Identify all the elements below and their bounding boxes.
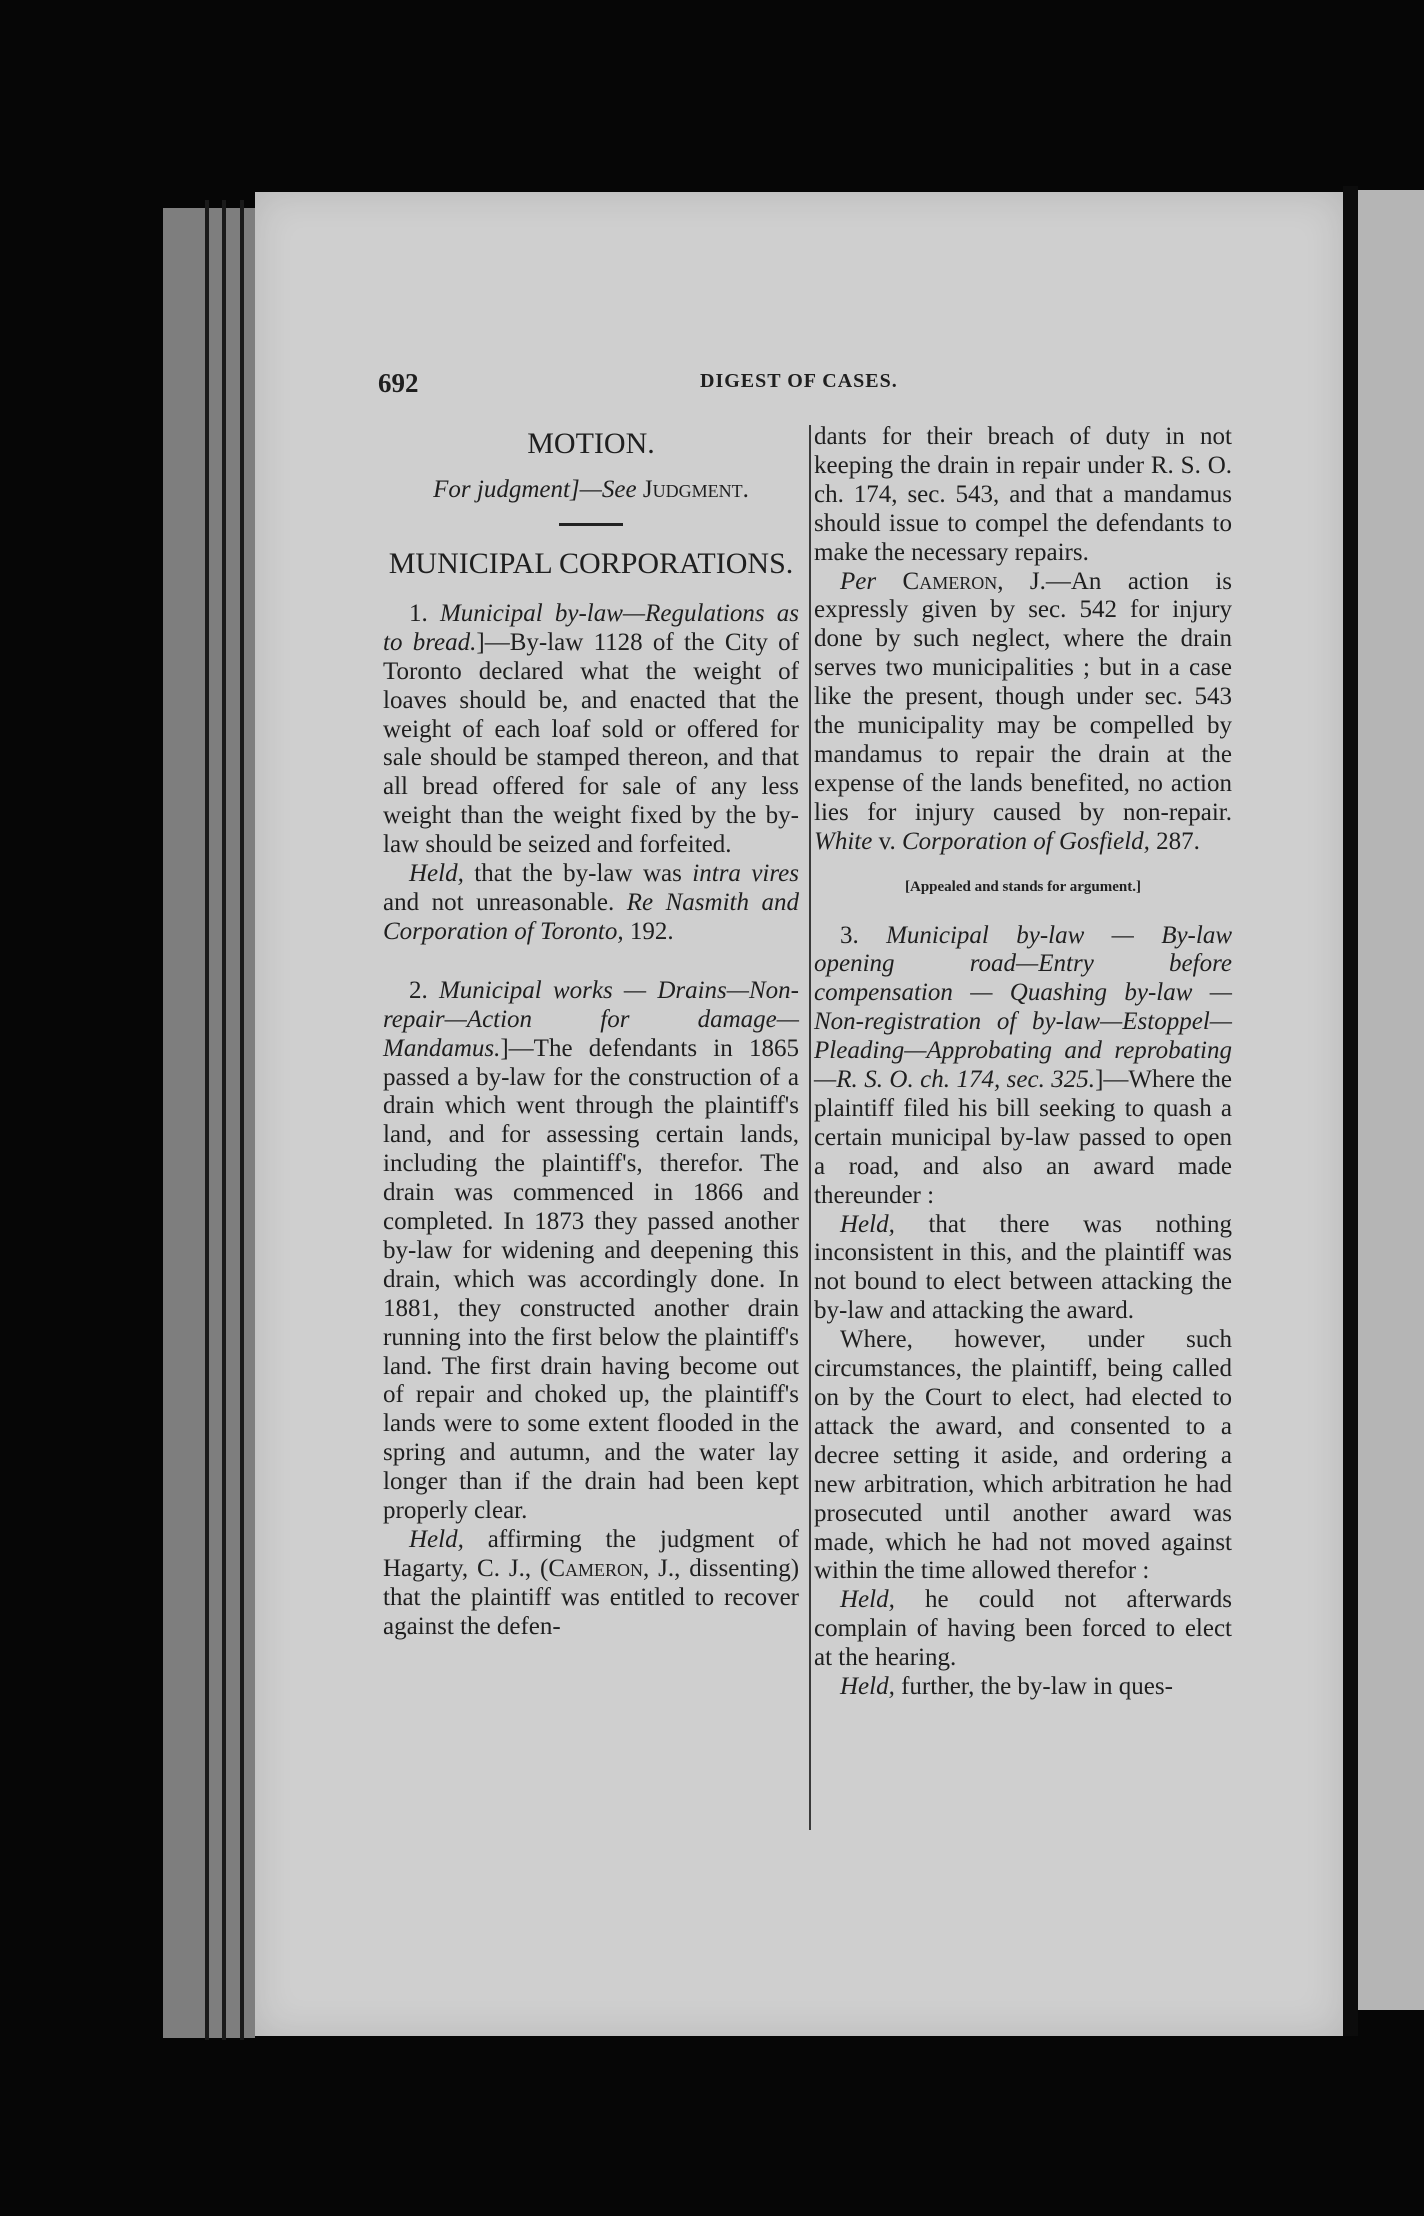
case-3-held-1 (814, 1211, 1232, 1327)
case-3-title: Municipal by-law — By-law opening road—Entry before compensation — Quashing by-law — Non-registration of by-law—Estoppel—Pleading—Approbating and reprobating—R. S. O. ch. 174, sec. 325. (814, 921, 1233, 1094)
case-2-text: ]—The defendants in 1865 passed a by-law for the construction of a drain which went through the plaintiff's land, and for assessing certain lands, including the plaintiff's, therefor. The drain was commenced in 1866 and completed. In 1873 they passed another by-law for widening and deepening this drain, which was accordingly done. In 1881, they constructed another drain running into the first below the plaintiff's land. The first drain having become out of repair and choked up, the plaintiff's lands were to some extent flooded in the spring and autumn, and the water lay longer than if the drain had been kept properly clear. (383, 1034, 799, 1525)
held-label: Held, (840, 1586, 895, 1614)
motion-entry-reference: Judgment. (642, 476, 749, 503)
page-edge-line (205, 200, 209, 2040)
case-3-held-2 (814, 1586, 1232, 1673)
case-3-paragraph-2: Where, however, under such circumstances, the plaintiff, being called on by the Court to elect, had elected to attack the award, and consented to a decree setting it aside, and ordering a new arbitration, which arbitration he had prosecuted until another award was made, which he had not moved against within the time allowed therefor : (814, 1326, 1232, 1585)
case-1-held-text-2: and not unreasonable. (383, 888, 615, 916)
case-1-held (383, 860, 799, 947)
held-label: Held, (409, 1526, 464, 1553)
citation-party-b: Corporation of Gosfield, (901, 827, 1150, 855)
case-3-text: ]—Where the plaintiff filed his bill seeking to quash a certain municipal by-law passed to open a road, and also an award made thereunder : (814, 1066, 1232, 1209)
motion-heading: MOTION. (527, 427, 655, 460)
running-head: DIGEST OF CASES. (700, 370, 898, 392)
continuation-paragraph: dants for their breach of duty in not keeping the drain in repair under R. S. O. ch. 174, sec. 543, and that a mandamus should issue to compel the defendants to make the necessary repairs. (814, 423, 1232, 566)
appeal-note: [Appealed and stands for argument.] (905, 878, 1141, 895)
case-2-title: Municipal works — Drains—Non-repair—Action for damage—Mandamus. (383, 976, 800, 1062)
case-2-held (383, 1526, 799, 1642)
case-2-paragraph (383, 977, 799, 1526)
case-1-citation: Re Nasmith and Corporation of Toronto, (383, 888, 800, 945)
case-2-held-text-a: affirming the judgment of Hagarty, C. J., ( (383, 1526, 799, 1582)
per-cameron-paragraph (814, 568, 1232, 857)
per-judge: Cameron, J. (902, 567, 1046, 595)
case-1-number: 1. (409, 599, 428, 627)
per-label: Per (840, 567, 877, 595)
section-rule (559, 523, 623, 526)
citation-page: 287. (1156, 827, 1200, 855)
case-3-number: 3. (840, 921, 859, 949)
motion-entry (383, 476, 799, 526)
page-edge-line (240, 200, 244, 2040)
motion-entry-text: For judgment]—See (433, 476, 637, 503)
municipal-heading: MUNICIPAL CORPORATIONS. (388, 546, 794, 580)
right-column (814, 423, 1232, 1702)
case-3-paragraph (814, 922, 1232, 1211)
book-gutter (1343, 186, 1358, 2036)
case-1-text: ]—By-law 1128 of the City of Toronto declared what the weight of loaves should be, and enacted that the weight of each loaf sold or offered for sale should be stamped thereon, and that all bread offered for sale of any less weight than the weight fixed by the by-law should be seized and forfeited. (383, 628, 799, 859)
case-1-held-text: that the by-law was (474, 860, 682, 888)
citation-party-a: White (814, 827, 873, 855)
held-label: Held, (840, 1210, 895, 1238)
column-divider (809, 425, 811, 1830)
case-1-citation-page: 192. (629, 917, 674, 945)
case-3-held-1-text: that there was nothing inconsistent in this, and the plaintiff was not bound to elect between attacking the by-law and attacking the award. (814, 1210, 1232, 1325)
case-2-number: 2. (409, 976, 428, 1004)
case-1-latin: intra vires (692, 860, 800, 888)
case-2-dissenting-judge: Cameron, J., (548, 1554, 681, 1582)
page-edge-line (222, 200, 226, 2040)
case-3-held-3-text: further, the by-law in ques- (901, 1673, 1173, 1701)
left-column (383, 424, 799, 1642)
case-3-held-2-text: he could not afterwards complain of having been forced to elect at the hearing. (814, 1586, 1232, 1672)
case-1-title: Municipal by-law—Regulations as to bread. (383, 599, 799, 656)
case-1-paragraph (383, 600, 799, 860)
paragraph-gap (383, 947, 799, 977)
page-number: 692 (378, 368, 419, 398)
case-3-held-3 (814, 1673, 1232, 1702)
citation-versus: v. (878, 827, 896, 855)
case-2-held-text-b: dissenting) that the plaintiff was entitled to recover against the defen- (383, 1554, 800, 1640)
held-label: Held, (409, 860, 464, 888)
adjacent-page-edge (1358, 190, 1424, 2010)
held-label: Held, (840, 1673, 895, 1701)
per-text: —An action is expressly given by sec. 542 for injury done by such neglect, where the drain serves two municipalities ; but in a case like the present, though under sec. 543 the municipality may be compelled by mandamus to repair the drain at the expense of the lands benefited, no action lies for injury caused by non-repair. (814, 567, 1232, 826)
